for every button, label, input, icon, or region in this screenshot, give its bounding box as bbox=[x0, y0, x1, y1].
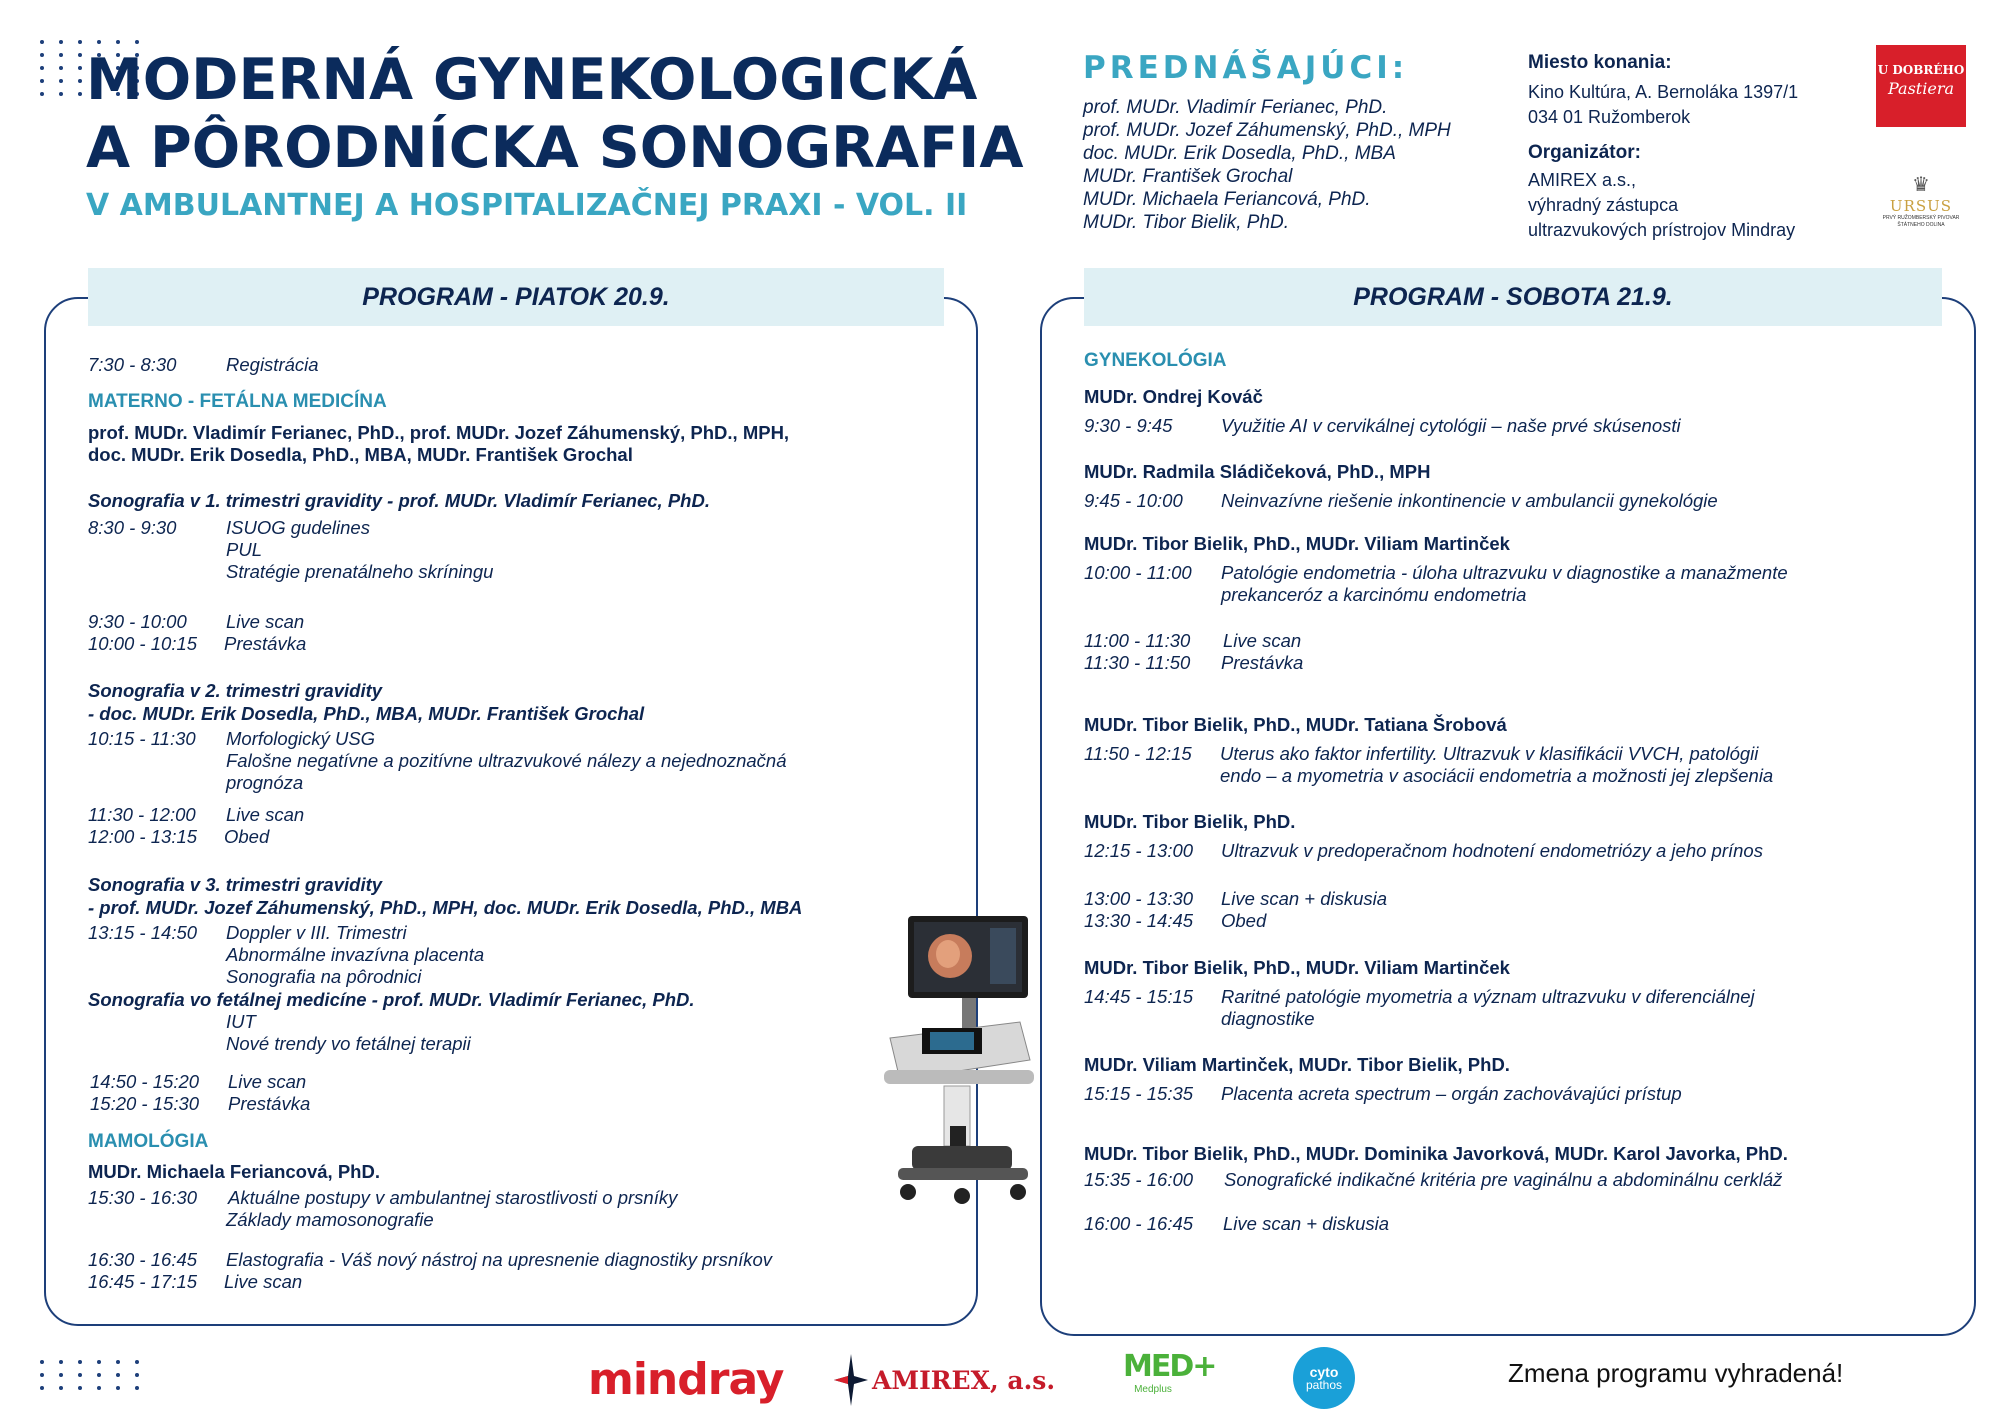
cytopathos-logo: cyto pathos bbox=[1293, 1347, 1355, 1409]
amirex-mark-icon bbox=[834, 1354, 868, 1406]
venue-label: Miesto konania: bbox=[1528, 52, 1672, 73]
program-row: 15:20 - 15:30 Prestávka bbox=[90, 1093, 311, 1114]
program-row: 15:30 - 16:30 Aktuálne postupy v ambulantnej starostlivosti o prsníky bbox=[88, 1187, 678, 1208]
speakers-list bbox=[1083, 96, 1523, 234]
friday-header-bar: PROGRAM - PIATOK 20.9. bbox=[88, 268, 944, 326]
talk-title: Sonografia v 1. trimestri gravidity - prof. MUDr. Vladimír Ferianec, PhD. bbox=[88, 490, 710, 511]
program-row: 16:00 - 16:45 Live scan + diskusia bbox=[1084, 1213, 1390, 1234]
talk-title: Sonografia vo fetálnej medicíne - prof. MUDr. Vladimír Ferianec, PhD. bbox=[88, 989, 695, 1010]
program-row: prekanceróz a karcinómu endometria bbox=[1221, 584, 1527, 605]
organizer-line-2: výhradný zástupca bbox=[1528, 195, 1679, 215]
program-row: 15:15 - 15:35 Placenta acreta spectrum – orgán zachovávajúci prístup bbox=[1084, 1083, 1682, 1104]
organizer-line-3: ultrazvukových prístrojov Mindray bbox=[1528, 220, 1796, 240]
speaker-item: MUDr. František Grochal bbox=[1083, 166, 1293, 187]
program-row: Nové trendy vo fetálnej terapii bbox=[226, 1033, 471, 1054]
talk-title: Sonografia v 2. trimestri gravidity bbox=[88, 680, 383, 701]
program-row: 9:45 - 10:00 Neinvazívne riešenie inkontinencie v ambulancii gynekológie bbox=[1084, 490, 1718, 511]
speaker-item: MUDr. Tibor Bielik, PhD. bbox=[1083, 212, 1290, 233]
venue-block bbox=[1528, 52, 1848, 243]
program-row: 12:15 - 13:00 Ultrazvuk v predoperačnom hodnotení endometriózy a jeho prínos bbox=[1084, 840, 1763, 861]
program-row: Sonografia na pôrodnici bbox=[226, 966, 422, 987]
speaker-item: prof. MUDr. Jozef Záhumenský, PhD., MPH bbox=[1083, 120, 1451, 141]
section-speakers: doc. MUDr. Erik Dosedla, PhD., MBA, MUDr. František Grochal bbox=[88, 444, 633, 465]
u-dobreho-pastiera-logo: U DOBRÉHO Pastiera bbox=[1876, 45, 1966, 127]
speaker-item: doc. MUDr. Erik Dosedla, PhD., MBA bbox=[1083, 143, 1396, 164]
program-row: Abnormálne invazívna placenta bbox=[226, 944, 485, 965]
talk-title: - doc. MUDr. Erik Dosedla, PhD., MBA, MUDr. František Grochal bbox=[88, 703, 645, 724]
header bbox=[86, 46, 1046, 223]
talk-speakers: MUDr. Tibor Bielik, PhD. bbox=[1084, 811, 1296, 832]
talk-title: Sonografia v 3. trimestri gravidity bbox=[88, 874, 383, 895]
talk-speakers: MUDr. Tibor Bielik, PhD., MUDr. Viliam Martinček bbox=[1084, 533, 1510, 554]
title-line-1: MODERNÁ GYNEKOLOGICKÁ bbox=[86, 47, 978, 113]
program-row: 13:15 - 14:50 Doppler v III. Trimestri bbox=[88, 922, 407, 943]
talk-speakers: MUDr. Tibor Bielik, PhD., MUDr. Viliam Martinček bbox=[1084, 957, 1510, 978]
program-row: 10:15 - 11:30 Morfologický USG bbox=[88, 728, 376, 749]
talk-speakers: MUDr. Tibor Bielik, PhD., MUDr. Tatiana Šrobová bbox=[1084, 714, 1507, 735]
program-row: 10:00 - 11:00 Patológie endometria - úloha ultrazvuku v diagnostike a manažmente bbox=[1084, 562, 1788, 583]
decorative-dots-bottom bbox=[40, 1360, 145, 1390]
venue-line-2: 034 01 Ružomberok bbox=[1528, 107, 1691, 127]
program-row: Stratégie prenatálneho skríningu bbox=[226, 561, 494, 582]
program-row: prognóza bbox=[226, 772, 304, 793]
program-row: 11:30 - 12:00 Live scan bbox=[88, 804, 305, 825]
program-row: 13:30 - 14:45 Obed bbox=[1084, 910, 1267, 931]
program-row: 14:45 - 15:15 Raritné patológie myometria a význam ultrazvuku v diferenciálnej bbox=[1084, 986, 1755, 1007]
talk-speakers: MUDr. Tibor Bielik, PhD., MUDr. Dominika Javorková, MUDr. Karol Javorka, PhD. bbox=[1084, 1143, 1788, 1164]
talk-title: - prof. MUDr. Jozef Záhumenský, PhD., MPH, doc. MUDr. Erik Dosedla, PhD., MBA bbox=[88, 897, 803, 918]
speakers-title: PREDNÁŠAJÚCI: bbox=[1083, 50, 1409, 86]
program-row: 10:00 - 10:15 Prestávka bbox=[88, 633, 307, 654]
title-line-2: A PÔRODNÍCKA SONOGRAFIA bbox=[86, 115, 1024, 181]
organizer-line-1: AMIREX a.s., bbox=[1528, 170, 1637, 190]
talk-speakers: MUDr. Ondrej Kováč bbox=[1084, 386, 1263, 407]
medplus-logo: MED+ Medplus bbox=[1123, 1349, 1216, 1395]
talk-speakers: MUDr. Viliam Martinček, MUDr. Tibor Bielik, PhD. bbox=[1084, 1054, 1510, 1075]
program-row: 8:30 - 9:30 ISUOG gudelines bbox=[88, 517, 370, 538]
program-row: IUT bbox=[226, 1011, 256, 1032]
program-row: Falošne negatívne a pozitívne ultrazvukové nálezy a nejednoznačná bbox=[226, 750, 787, 771]
talk-speakers: MUDr. Radmila Sládičeková, PhD., MPH bbox=[1084, 461, 1431, 482]
amirex-logo: AMIREX, a.s. bbox=[834, 1352, 1055, 1408]
program-row: 11:00 - 11:30 Live scan bbox=[1084, 630, 1302, 651]
program-row: diagnostike bbox=[1221, 1008, 1315, 1029]
speaker-item: prof. MUDr. Vladimír Ferianec, PhD. bbox=[1083, 97, 1388, 118]
section-speakers: MUDr. Michaela Feriancová, PhD. bbox=[88, 1161, 380, 1182]
program-row: 11:30 - 11:50 Prestávka bbox=[1084, 652, 1304, 673]
mindray-logo: mindray bbox=[588, 1354, 784, 1405]
section-title: MATERNO - FETÁLNA MEDICÍNA bbox=[88, 391, 387, 412]
program-row: Základy mamosonografie bbox=[226, 1209, 434, 1230]
ursus-logo: ♛ URSUS PRVÝ RUŽOMBERSKÝ PIVOVAR ŠTÁTNEHO DOLINA bbox=[1876, 172, 1966, 229]
section-title: MAMOLÓGIA bbox=[88, 1131, 209, 1152]
program-row: endo – a myometria v asociácii endometria a možnosti jej zlepšenia bbox=[1220, 765, 1774, 786]
program-row: 7:30 - 8:30 Registrácia bbox=[88, 354, 319, 375]
program-row: PUL bbox=[226, 539, 262, 560]
organizer-label: Organizátor: bbox=[1528, 142, 1641, 163]
program-row: 16:30 - 16:45 Elastografia - Váš nový nástroj na upresnenie diagnostiky prsníkov bbox=[88, 1249, 773, 1270]
bear-icon: ♛ bbox=[1912, 174, 1930, 196]
subtitle: V AMBULANTNEJ A HOSPITALIZAČNEJ PRAXI - VOL. II bbox=[86, 188, 968, 223]
footer-note: Zmena programu vyhradená! bbox=[1508, 1358, 1844, 1388]
program-row: 14:50 - 15:20 Live scan bbox=[90, 1071, 307, 1092]
saturday-program bbox=[1084, 350, 1964, 1235]
program-row: 15:35 - 16:00 Sonografické indikačné kritéria pre vaginálnu a abdominálnu cerkláž bbox=[1084, 1169, 1783, 1190]
section-speakers: prof. MUDr. Vladimír Ferianec, PhD., prof. MUDr. Jozef Záhumenský, PhD., MPH, bbox=[88, 422, 790, 443]
friday-program bbox=[88, 354, 968, 1293]
program-row: 9:30 - 9:45 Využitie AI v cervikálnej cytológii – naše prvé skúsenosti bbox=[1084, 415, 1681, 436]
venue-line-1: Kino Kultúra, A. Bernoláka 1397/1 bbox=[1528, 82, 1799, 102]
program-row: 12:00 - 13:15 Obed bbox=[88, 826, 270, 847]
ultrasound-machine-image bbox=[870, 910, 1050, 1210]
section-title: GYNEKOLÓGIA bbox=[1084, 350, 1227, 371]
speaker-item: MUDr. Michaela Feriancová, PhD. bbox=[1083, 189, 1371, 210]
saturday-header-bar: PROGRAM - SOBOTA 21.9. bbox=[1084, 268, 1942, 326]
speakers-block bbox=[1083, 50, 1523, 234]
program-row: 11:50 - 12:15 Uterus ako faktor infertility. Ultrazvuk v klasifikácii VVCH, patológii bbox=[1084, 743, 1759, 764]
program-row: 13:00 - 13:30 Live scan + diskusia bbox=[1084, 888, 1388, 909]
program-row: 16:45 - 17:15 Live scan bbox=[88, 1271, 303, 1292]
program-row: 9:30 - 10:00 Live scan bbox=[88, 611, 305, 632]
